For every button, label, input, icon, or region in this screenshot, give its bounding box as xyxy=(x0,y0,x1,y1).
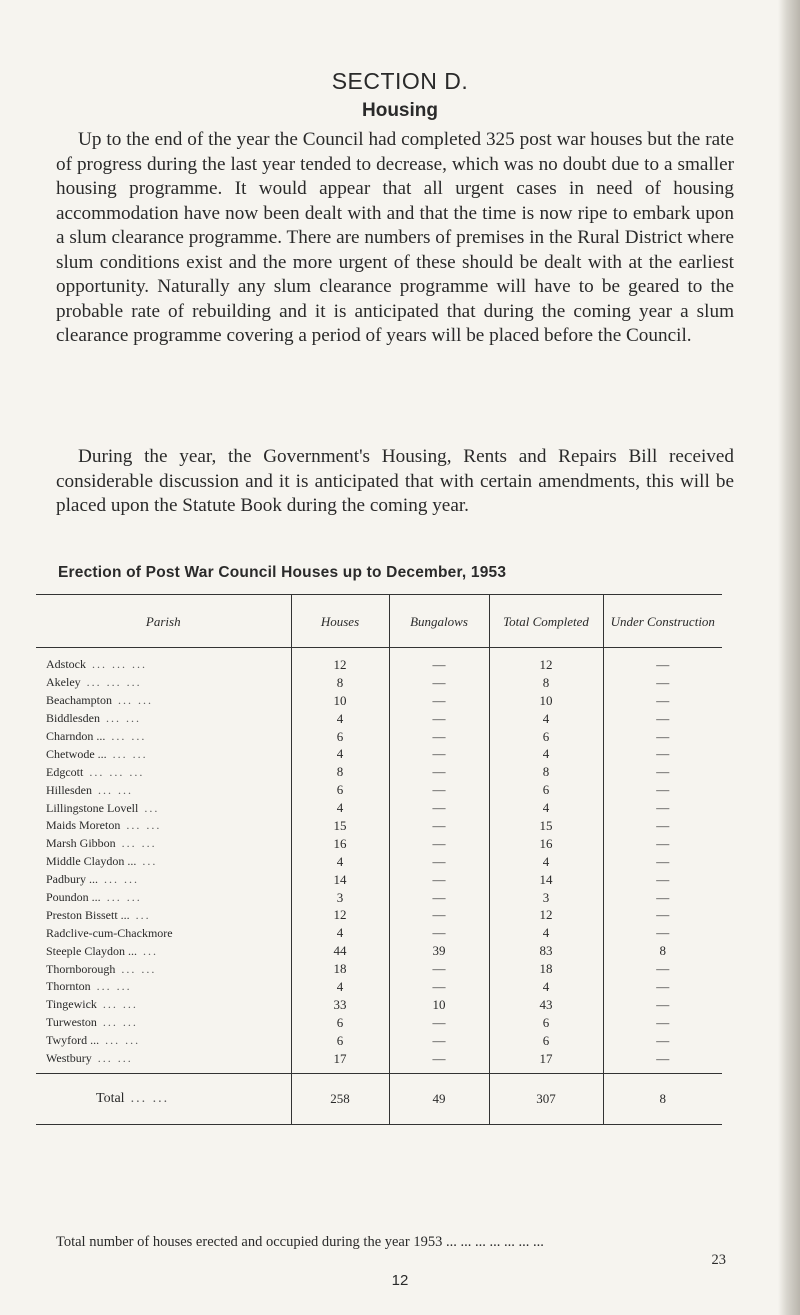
bungalows-cell: — xyxy=(389,871,489,889)
parish-name: Westbury xyxy=(46,1051,92,1066)
houses-cell: 33 xyxy=(291,996,389,1014)
table-row xyxy=(36,835,722,853)
total-completed-cell: 4 xyxy=(489,853,603,871)
bungalows-cell: — xyxy=(389,924,489,942)
table-row xyxy=(36,942,722,960)
bungalows-cell: 39 xyxy=(389,942,489,960)
under-construction-cell: — xyxy=(603,1050,722,1074)
under-construction-cell: 8 xyxy=(603,942,722,960)
footnote-text: Total number of houses erected and occupied during the year 1953 ... ... ... ... ... ... ... xyxy=(56,1234,544,1250)
parish-name: Maids Moreton xyxy=(46,818,121,833)
parish-name: Radclive-cum-Chackmore xyxy=(46,925,173,940)
under-construction-cell: — xyxy=(603,853,722,871)
houses-cell: 10 xyxy=(291,692,389,710)
bungalows-cell: — xyxy=(389,853,489,871)
under-construction-cell: — xyxy=(603,835,722,853)
under-construction-cell: — xyxy=(603,781,722,799)
under-construction-cell: — xyxy=(603,799,722,817)
bungalows-cell: — xyxy=(389,674,489,692)
under-construction-cell: — xyxy=(603,1032,722,1050)
table-heading: Erection of Post War Council Houses up to December, 1953 xyxy=(58,564,507,581)
bungalows-cell: — xyxy=(389,648,489,674)
total-completed-cell: 4 xyxy=(489,978,603,996)
bungalows-cell: — xyxy=(389,889,489,907)
dot-leader: ... ... ... xyxy=(86,675,142,690)
parish-cell xyxy=(36,871,291,889)
total-completed-cell: 10 xyxy=(489,692,603,710)
dot-leader: ... ... xyxy=(106,890,142,905)
table-row xyxy=(36,710,722,728)
parish-cell xyxy=(36,906,291,924)
parish-name: Edgcott xyxy=(46,764,84,779)
under-construction-cell: — xyxy=(603,978,722,996)
table-row xyxy=(36,960,722,978)
houses-cell: 6 xyxy=(291,1014,389,1032)
parish-name: Twyford ... xyxy=(46,1033,100,1048)
parish-cell xyxy=(36,924,291,942)
houses-cell: 15 xyxy=(291,817,389,835)
houses-cell: 12 xyxy=(291,906,389,924)
houses-cell: 17 xyxy=(291,1050,389,1074)
under-construction-cell: — xyxy=(603,906,722,924)
parish-name: Middle Claydon ... xyxy=(46,854,137,869)
houses-cell: 44 xyxy=(291,942,389,960)
table-row xyxy=(36,817,722,835)
under-construction-cell: — xyxy=(603,692,722,710)
bungalows-cell: — xyxy=(389,728,489,746)
parish-cell xyxy=(36,942,291,960)
dot-leader: ... xyxy=(142,854,158,869)
table-row xyxy=(36,906,722,924)
total-completed-cell: 17 xyxy=(489,1050,603,1074)
dot-leader: ... ... xyxy=(111,729,147,743)
houses-cell: 6 xyxy=(291,728,389,746)
table-row xyxy=(36,781,722,799)
total-completed-cell: 6 xyxy=(489,781,603,799)
column-header-total-completed: Total Completed xyxy=(489,595,603,648)
table-row xyxy=(36,763,722,781)
table-row xyxy=(36,728,722,746)
houses-cell: 6 xyxy=(291,781,389,799)
houses-cell: 4 xyxy=(291,745,389,763)
table-row xyxy=(36,871,722,889)
total-completed-cell: 12 xyxy=(489,648,603,674)
parish-name: Adstock xyxy=(46,657,86,672)
parish-name: Beachampton xyxy=(46,693,112,708)
section-subtitle: Housing xyxy=(362,100,438,121)
under-construction-cell: — xyxy=(603,871,722,889)
dot-leader: ... ... xyxy=(121,961,157,976)
total-label-cell xyxy=(36,1074,291,1125)
dot-leader: ... ... xyxy=(102,997,138,1012)
dot-leader: ... ... xyxy=(97,1051,133,1066)
houses-cell: 4 xyxy=(291,924,389,942)
table-row xyxy=(36,1014,722,1032)
page-number: 12 xyxy=(391,1272,409,1289)
under-construction-cell: — xyxy=(603,728,722,746)
parish-cell xyxy=(36,1032,291,1050)
parish-cell xyxy=(36,799,291,817)
dot-leader: ... ... ... xyxy=(89,764,145,779)
total-completed-cell: 4 xyxy=(489,745,603,763)
parish-name: Chetwode ... xyxy=(46,746,107,761)
dot-leader: ... xyxy=(135,907,151,922)
parish-name: Poundon ... xyxy=(46,890,101,905)
houses-cell: 4 xyxy=(291,978,389,996)
parish-name: Turweston xyxy=(46,1015,97,1030)
parish-cell xyxy=(36,835,291,853)
under-construction-cell: — xyxy=(603,817,722,835)
under-construction-cell: — xyxy=(603,648,722,674)
paragraph-1: Up to the end of the year the Council had completed 325 post war houses but the rate of progress during the last year tended to decrease, which was no doubt due to a smaller housing programme. It would appear that all urgent cases in need of housing accommodation have now been dealt with and that the time is now ripe to embark upon a slum clearance programme. There are numbers of premises in the Rural District where slum conditions exist and the more urgent of these should be dealt with at the earliest opportunity. Naturally any slum clearance programme will have to be geared to the probable rate of rebuilding and it is anticipated that during the coming year a slum clearance programme covering a period of years will be placed before the Council. xyxy=(56,129,734,346)
bungalows-cell: — xyxy=(389,1032,489,1050)
houses-cell: 14 xyxy=(291,871,389,889)
total-completed-cell: 3 xyxy=(489,889,603,907)
total-bungalows: 49 xyxy=(389,1074,489,1125)
table-row xyxy=(36,1050,722,1074)
council-houses-table xyxy=(36,594,722,1125)
houses-cell: 18 xyxy=(291,960,389,978)
under-construction-cell: — xyxy=(603,710,722,728)
parish-name: Hillesden xyxy=(46,782,92,797)
parish-cell xyxy=(36,853,291,871)
parish-cell xyxy=(36,978,291,996)
dot-leader: ... ... xyxy=(126,818,162,833)
column-header-bungalows: Bungalows xyxy=(389,595,489,648)
parish-cell xyxy=(36,745,291,763)
table-row xyxy=(36,853,722,871)
houses-cell: 4 xyxy=(291,853,389,871)
total-completed-cell: 83 xyxy=(489,942,603,960)
parish-cell xyxy=(36,692,291,710)
table-header-row xyxy=(36,595,722,648)
total-completed-cell: 18 xyxy=(489,960,603,978)
bungalows-cell: — xyxy=(389,906,489,924)
total-completed-cell: 16 xyxy=(489,835,603,853)
bungalows-cell: — xyxy=(389,710,489,728)
parish-cell xyxy=(36,889,291,907)
total-completed-cell: 4 xyxy=(489,799,603,817)
dot-leader: ... ... xyxy=(102,1015,138,1030)
total-completed-cell: 6 xyxy=(489,1032,603,1050)
column-header-under-construction: Under Construction xyxy=(603,595,722,648)
bungalows-cell: 10 xyxy=(389,996,489,1014)
total-completed-cell: 14 xyxy=(489,871,603,889)
under-construction-cell: — xyxy=(603,924,722,942)
bungalows-cell: — xyxy=(389,763,489,781)
parish-cell xyxy=(36,710,291,728)
total-dot-leader: ... ... xyxy=(130,1091,170,1107)
column-header-houses: Houses xyxy=(291,595,389,648)
houses-cell: 3 xyxy=(291,889,389,907)
total-houses: 258 xyxy=(291,1074,389,1125)
total-under-construction: 8 xyxy=(603,1074,722,1125)
under-construction-cell: — xyxy=(603,960,722,978)
parish-name: Charndon ... xyxy=(46,729,106,743)
table-row xyxy=(36,799,722,817)
table-row xyxy=(36,1032,722,1050)
parish-name: Marsh Gibbon xyxy=(46,836,116,851)
parish-name: Tingewick xyxy=(46,997,97,1012)
table-row xyxy=(36,745,722,763)
under-construction-cell: — xyxy=(603,745,722,763)
table-row xyxy=(36,889,722,907)
table-row xyxy=(36,924,722,942)
table-row xyxy=(36,978,722,996)
total-completed-cell: 4 xyxy=(489,924,603,942)
footnote-value: 23 xyxy=(711,1252,726,1268)
parish-name: Akeley xyxy=(46,675,81,690)
parish-name: Thornton xyxy=(46,979,91,994)
bungalows-cell: — xyxy=(389,799,489,817)
table-row xyxy=(36,674,722,692)
bungalows-cell: — xyxy=(389,835,489,853)
parish-cell xyxy=(36,1050,291,1074)
parish-name: Thornborough xyxy=(46,961,116,976)
total-completed-cell: 15 xyxy=(489,817,603,835)
dot-leader: ... xyxy=(142,943,158,958)
parish-cell xyxy=(36,996,291,1014)
parish-cell xyxy=(36,960,291,978)
parish-name: Padbury ... xyxy=(46,872,98,887)
total-completed-cell: 6 xyxy=(489,1014,603,1032)
parish-name: Lillingstone Lovell xyxy=(46,800,139,815)
total-completed-cell: 8 xyxy=(489,763,603,781)
houses-cell: 8 xyxy=(291,674,389,692)
under-construction-cell: — xyxy=(603,889,722,907)
total-completed-cell: 4 xyxy=(489,710,603,728)
parish-cell xyxy=(36,674,291,692)
houses-cell: 4 xyxy=(291,799,389,817)
bungalows-cell: — xyxy=(389,692,489,710)
dot-leader: ... ... xyxy=(98,782,133,797)
bungalows-cell: — xyxy=(389,745,489,763)
houses-cell: 4 xyxy=(291,710,389,728)
bungalows-cell: — xyxy=(389,1014,489,1032)
houses-cell: 16 xyxy=(291,835,389,853)
dot-leader: ... xyxy=(144,800,160,815)
houses-cell: 8 xyxy=(291,763,389,781)
parish-name: Biddlesden xyxy=(46,711,100,726)
dot-leader: ... ... xyxy=(117,693,153,708)
table-total-row xyxy=(36,1074,722,1125)
bungalows-cell: — xyxy=(389,781,489,799)
dot-leader: ... ... xyxy=(96,979,132,994)
table-row xyxy=(36,648,722,674)
under-construction-cell: — xyxy=(603,1014,722,1032)
dot-leader: ... ... xyxy=(105,1033,141,1048)
total-completed-cell: 6 xyxy=(489,728,603,746)
table-body xyxy=(36,648,722,1074)
parish-cell xyxy=(36,728,291,746)
total-label: Total xyxy=(96,1091,125,1107)
table-row xyxy=(36,996,722,1014)
parish-cell xyxy=(36,817,291,835)
page-edge-shadow xyxy=(778,0,800,1315)
paragraph-2: During the year, the Government's Housing, Rents and Repairs Bill received considerable discussion and it is anticipated that with certain amendments, this will be placed upon the Statute Book during the coming year. xyxy=(56,446,734,516)
houses-cell: 12 xyxy=(291,648,389,674)
dot-leader: ... ... ... xyxy=(92,657,147,672)
total-completed-cell: 12 xyxy=(489,906,603,924)
parish-name: Preston Bissett ... xyxy=(46,907,130,922)
dot-leader: ... ... xyxy=(106,711,141,726)
parish-cell xyxy=(36,648,291,674)
footnote xyxy=(56,1233,736,1268)
parish-name: Steeple Claydon ... xyxy=(46,943,137,958)
dot-leader: ... ... xyxy=(121,836,157,851)
parish-cell xyxy=(36,781,291,799)
under-construction-cell: — xyxy=(603,674,722,692)
parish-cell xyxy=(36,1014,291,1032)
total-completed-cell: 43 xyxy=(489,996,603,1014)
section-title: SECTION D. xyxy=(331,68,469,94)
total-completed: 307 xyxy=(489,1074,603,1125)
houses-cell: 6 xyxy=(291,1032,389,1050)
column-header-parish: Parish xyxy=(36,595,291,648)
total-completed-cell: 8 xyxy=(489,674,603,692)
bungalows-cell: — xyxy=(389,978,489,996)
under-construction-cell: — xyxy=(603,763,722,781)
under-construction-cell: — xyxy=(603,996,722,1014)
bungalows-cell: — xyxy=(389,1050,489,1074)
bungalows-cell: — xyxy=(389,960,489,978)
parish-cell xyxy=(36,763,291,781)
bungalows-cell: — xyxy=(389,817,489,835)
dot-leader: ... ... xyxy=(104,872,139,887)
table-row xyxy=(36,692,722,710)
dot-leader: ... ... xyxy=(112,746,148,761)
